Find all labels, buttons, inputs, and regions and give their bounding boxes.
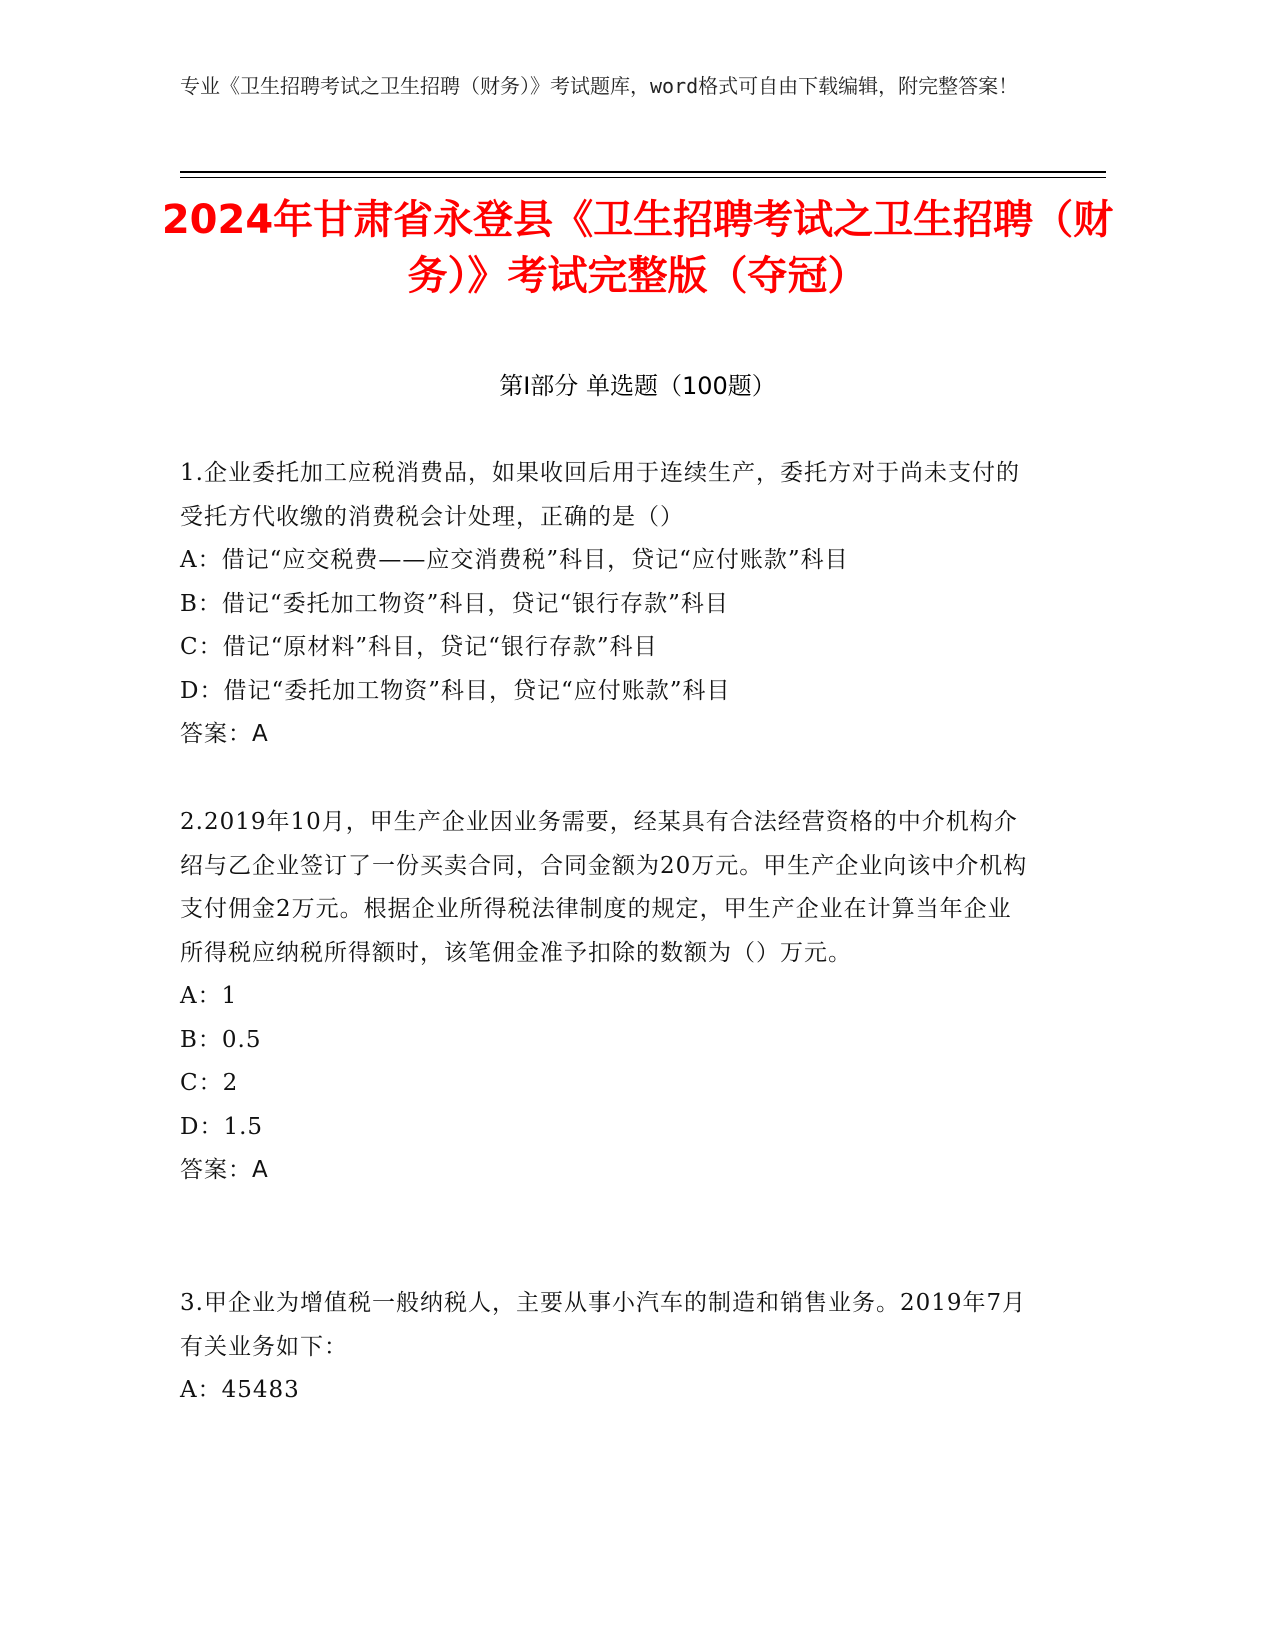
option-a: A：45483	[180, 1377, 300, 1403]
question-2	[180, 801, 1030, 1193]
question-1	[180, 452, 1030, 757]
answer: 答案：A	[180, 1157, 269, 1183]
option-c: C：借记“原材料”科目，贷记“银行存款”科目	[180, 634, 658, 660]
option-b: B：借记“委托加工物资”科目，贷记“银行存款”科目	[180, 590, 729, 617]
question-3	[180, 1282, 1030, 1413]
option-b: B：0.5	[180, 1026, 262, 1053]
header-divider-thick	[180, 171, 1106, 173]
answer: 答案：A	[180, 721, 269, 747]
header-divider-thin	[180, 177, 1106, 178]
question-stem: 2.2019年10月，甲生产企业因业务需要，经某具有合法经营资格的中介机构介绍与乙企业签订了一份买卖合同，合同金额为20万元。甲生产企业向该中介机构支付佣金2万元。根据企业所得税法律制度的规定，甲生产企业在计算当年企业所得税应纳税所得额时，该笔佣金准予扣除的数额为（）万元。	[180, 809, 1028, 966]
question-stem: 3.甲企业为增值税一般纳税人，主要从事小汽车的制造和销售业务。2019年7月有关业务如下：	[180, 1290, 1027, 1360]
document-title: 2024年甘肃省永登县《卫生招聘考试之卫生招聘（财务）》考试完整版（夺冠）	[161, 197, 1114, 299]
option-c: C：2	[180, 1070, 239, 1096]
option-d: D：1.5	[180, 1113, 264, 1140]
option-a: A：1	[180, 983, 238, 1009]
section-heading: 第I部分 单选题（100题）	[499, 372, 776, 400]
option-d: D：借记“委托加工物资”科目，贷记“应付账款”科目	[180, 677, 731, 704]
option-a: A：借记“应交税费——应交消费税”科目，贷记“应付账款”科目	[180, 547, 849, 573]
intro-text: 专业《卫生招聘考试之卫生招聘（财务）》考试题库，word格式可自由下载编辑，附完整答案！	[180, 74, 1019, 98]
question-stem: 1.企业委托加工应税消费品，如果收回后用于连续生产，委托方对于尚未支付的受托方代收缴的消费税会计处理，正确的是（）	[180, 460, 1020, 530]
